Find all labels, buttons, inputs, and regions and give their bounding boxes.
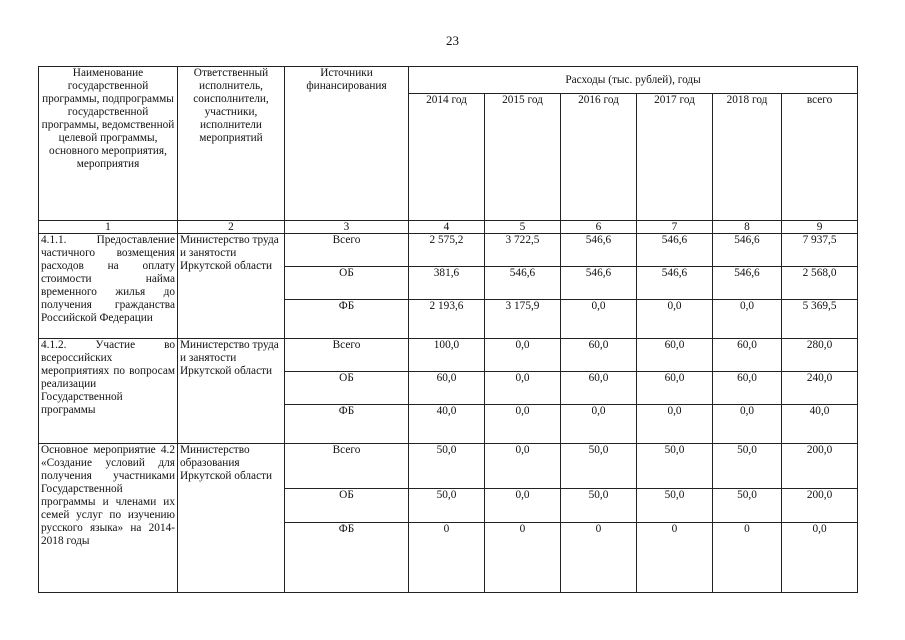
value-cell: 50,0 <box>713 444 782 489</box>
value-cell: 40,0 <box>409 405 485 444</box>
table-row <box>39 444 858 489</box>
value-cell: 0 <box>561 523 637 593</box>
value-cell: 60,0 <box>561 339 637 372</box>
header-total: всего <box>782 94 858 221</box>
total-cell: 200,0 <box>782 444 858 489</box>
column-number: 5 <box>485 221 561 234</box>
financing-table <box>38 66 858 593</box>
page-number: 23 <box>446 33 459 48</box>
funding-source: ОБ <box>285 267 409 300</box>
measure-name: Основное мероприятие 4.2 «Создание условий для получения участниками Государственной программы и членами их семей услуг по изучению русского языка» на 2014-2018 годы <box>39 444 178 593</box>
value-cell: 0,0 <box>713 405 782 444</box>
value-cell: 0,0 <box>561 300 637 339</box>
value-cell: 0,0 <box>637 300 713 339</box>
total-cell: 2 568,0 <box>782 267 858 300</box>
funding-source: Всего <box>285 234 409 267</box>
responsible-executor: Министерство труда и занятости Иркутской области <box>178 234 285 339</box>
value-cell: 100,0 <box>409 339 485 372</box>
value-cell: 546,6 <box>637 267 713 300</box>
column-number: 4 <box>409 221 485 234</box>
funding-source: ОБ <box>285 372 409 405</box>
value-cell: 546,6 <box>637 234 713 267</box>
value-cell: 50,0 <box>637 444 713 489</box>
table-row <box>39 339 858 372</box>
column-numbers-row <box>39 221 858 234</box>
header-sources: Источники финансирования <box>285 67 409 221</box>
value-cell: 546,6 <box>713 267 782 300</box>
value-cell: 0,0 <box>485 489 561 523</box>
value-cell: 50,0 <box>561 444 637 489</box>
value-cell: 50,0 <box>637 489 713 523</box>
header-year: 2015 год <box>485 94 561 221</box>
header-year: 2014 год <box>409 94 485 221</box>
total-cell: 240,0 <box>782 372 858 405</box>
value-cell: 60,0 <box>409 372 485 405</box>
column-number: 7 <box>637 221 713 234</box>
value-cell: 3 722,5 <box>485 234 561 267</box>
value-cell: 3 175,9 <box>485 300 561 339</box>
total-cell: 40,0 <box>782 405 858 444</box>
total-cell: 5 369,5 <box>782 300 858 339</box>
value-cell: 50,0 <box>713 489 782 523</box>
responsible-executor: Министерство труда и занятости Иркутской области <box>178 339 285 444</box>
column-number: 2 <box>178 221 285 234</box>
value-cell: 0 <box>637 523 713 593</box>
header-expenses: Расходы (тыс. рублей), годы <box>409 67 858 94</box>
total-cell: 7 937,5 <box>782 234 858 267</box>
total-cell: 0,0 <box>782 523 858 593</box>
value-cell: 0 <box>485 523 561 593</box>
funding-source: ФБ <box>285 405 409 444</box>
value-cell: 0,0 <box>485 405 561 444</box>
value-cell: 60,0 <box>637 372 713 405</box>
funding-source: ФБ <box>285 523 409 593</box>
column-number: 8 <box>713 221 782 234</box>
value-cell: 60,0 <box>713 372 782 405</box>
value-cell: 0,0 <box>485 444 561 489</box>
value-cell: 546,6 <box>713 234 782 267</box>
value-cell: 60,0 <box>561 372 637 405</box>
value-cell: 50,0 <box>561 489 637 523</box>
value-cell: 2 193,6 <box>409 300 485 339</box>
column-number: 6 <box>561 221 637 234</box>
value-cell: 60,0 <box>637 339 713 372</box>
funding-source: ОБ <box>285 489 409 523</box>
value-cell: 546,6 <box>561 234 637 267</box>
header-responsible: Ответственный исполнитель, соисполнители, участники, исполнители мероприятий <box>178 67 285 221</box>
column-number: 1 <box>39 221 178 234</box>
measure-name: 4.1.1. Предоставление частичного возмещения расходов на оплату стоимости найма временного жилья до получения гражданства Российской Федерации <box>39 234 178 339</box>
total-cell: 200,0 <box>782 489 858 523</box>
header-year: 2017 год <box>637 94 713 221</box>
value-cell: 546,6 <box>561 267 637 300</box>
funding-source: Всего <box>285 339 409 372</box>
value-cell: 50,0 <box>409 444 485 489</box>
value-cell: 0 <box>409 523 485 593</box>
value-cell: 2 575,2 <box>409 234 485 267</box>
value-cell: 0,0 <box>485 339 561 372</box>
value-cell: 0,0 <box>637 405 713 444</box>
funding-source: ФБ <box>285 300 409 339</box>
table-row <box>39 234 858 267</box>
responsible-executor: Министерство образования Иркутской области <box>178 444 285 593</box>
value-cell: 0,0 <box>561 405 637 444</box>
column-number: 9 <box>782 221 858 234</box>
total-cell: 280,0 <box>782 339 858 372</box>
value-cell: 0,0 <box>485 372 561 405</box>
value-cell: 546,6 <box>485 267 561 300</box>
value-cell: 60,0 <box>713 339 782 372</box>
header-name: Наименование государственной программы, подпрограммы государственной программы, ведомственной целевой программы, основного мероприятия, мероприятия <box>39 67 178 221</box>
value-cell: 0,0 <box>713 300 782 339</box>
value-cell: 50,0 <box>409 489 485 523</box>
value-cell: 0 <box>713 523 782 593</box>
header-year: 2018 год <box>713 94 782 221</box>
funding-source: Всего <box>285 444 409 489</box>
header-year: 2016 год <box>561 94 637 221</box>
header-row <box>39 67 858 94</box>
value-cell: 381,6 <box>409 267 485 300</box>
column-number: 3 <box>285 221 409 234</box>
measure-name: 4.1.2. Участие во всероссийских мероприятиях по вопросам реализации Государственной программы <box>39 339 178 444</box>
